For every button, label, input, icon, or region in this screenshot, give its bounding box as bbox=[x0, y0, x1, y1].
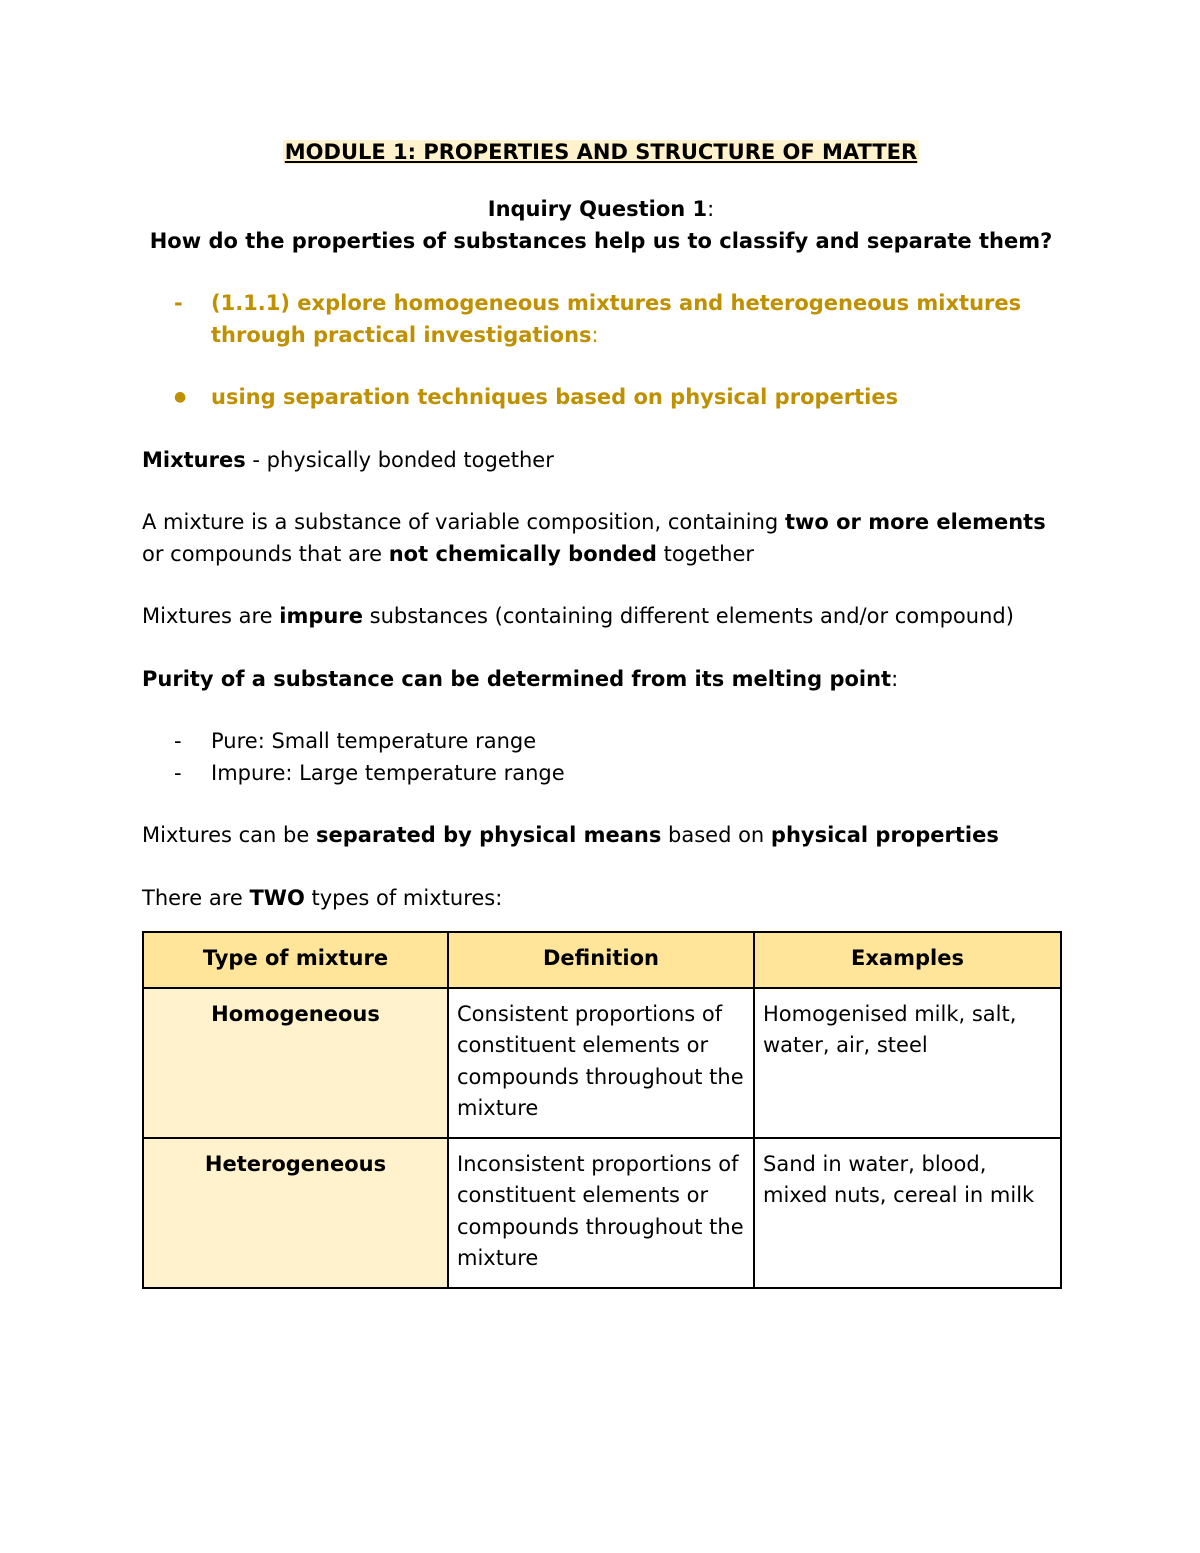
list-item: - Impure: Large temperature range bbox=[174, 760, 565, 785]
cell-type: Homogeneous bbox=[143, 988, 448, 1138]
syllabus-bullet bbox=[142, 382, 1060, 414]
header-definition: Definition bbox=[448, 932, 754, 988]
header-type: Type of mixture bbox=[143, 932, 448, 988]
page-title: MODULE 1: PROPERTIES AND STRUCTURE OF MATTER bbox=[284, 140, 918, 164]
cell-examples: Sand in water, blood, mixed nuts, cereal in milk bbox=[754, 1138, 1061, 1288]
inquiry-heading bbox=[142, 194, 1060, 226]
inquiry-label: Inquiry Question 1 bbox=[487, 197, 708, 221]
types-statement: There are TWO types of mixtures: bbox=[142, 885, 503, 910]
bullet-icon: ● bbox=[174, 389, 187, 405]
purity-heading: Purity of a substance can be determined from its melting point: bbox=[142, 666, 899, 691]
separation-statement: Mixtures can be separated by physical means based on physical properties bbox=[142, 823, 999, 847]
table-row bbox=[143, 1138, 1061, 1288]
mixture-definition: A mixture is a substance of variable composition, containing two or more elements or compounds that are not chemically bonded together bbox=[142, 510, 1046, 566]
mixtures-definition-short: Mixtures - physically bonded together bbox=[142, 447, 554, 472]
cell-examples: Homogenised milk, salt, water, air, steel bbox=[754, 988, 1061, 1138]
list-item: - Pure: Small temperature range bbox=[174, 729, 537, 753]
table-row bbox=[143, 988, 1061, 1138]
outcome-colon: : bbox=[591, 322, 599, 347]
bullet-text: using separation techniques based on physical properties bbox=[211, 385, 899, 409]
dash-marker: - bbox=[174, 291, 183, 315]
impure-statement: Mixtures are impure substances (containing different elements and/or compound) bbox=[142, 604, 1014, 628]
header-examples: Examples bbox=[754, 932, 1061, 988]
syllabus-outcome bbox=[142, 288, 1060, 351]
cell-definition: Inconsistent proportions of constituent elements or compounds throughout the mixture bbox=[448, 1138, 754, 1288]
document-page bbox=[142, 140, 1060, 1289]
outcome-code: (1.1.1) bbox=[211, 291, 290, 315]
cell-type: Heterogeneous bbox=[143, 1138, 448, 1288]
table-header-row bbox=[143, 932, 1061, 988]
outcome-text: explore homogeneous mixtures and heterogeneous mixtures through practical investigations bbox=[211, 291, 1022, 347]
cell-definition: Consistent proportions of constituent elements or compounds throughout the mixture bbox=[448, 988, 754, 1138]
mixture-types-table bbox=[142, 931, 1062, 1289]
inquiry-question: How do the properties of substances help us to classify and separate them? bbox=[149, 228, 1053, 253]
inquiry-colon: : bbox=[707, 197, 715, 221]
